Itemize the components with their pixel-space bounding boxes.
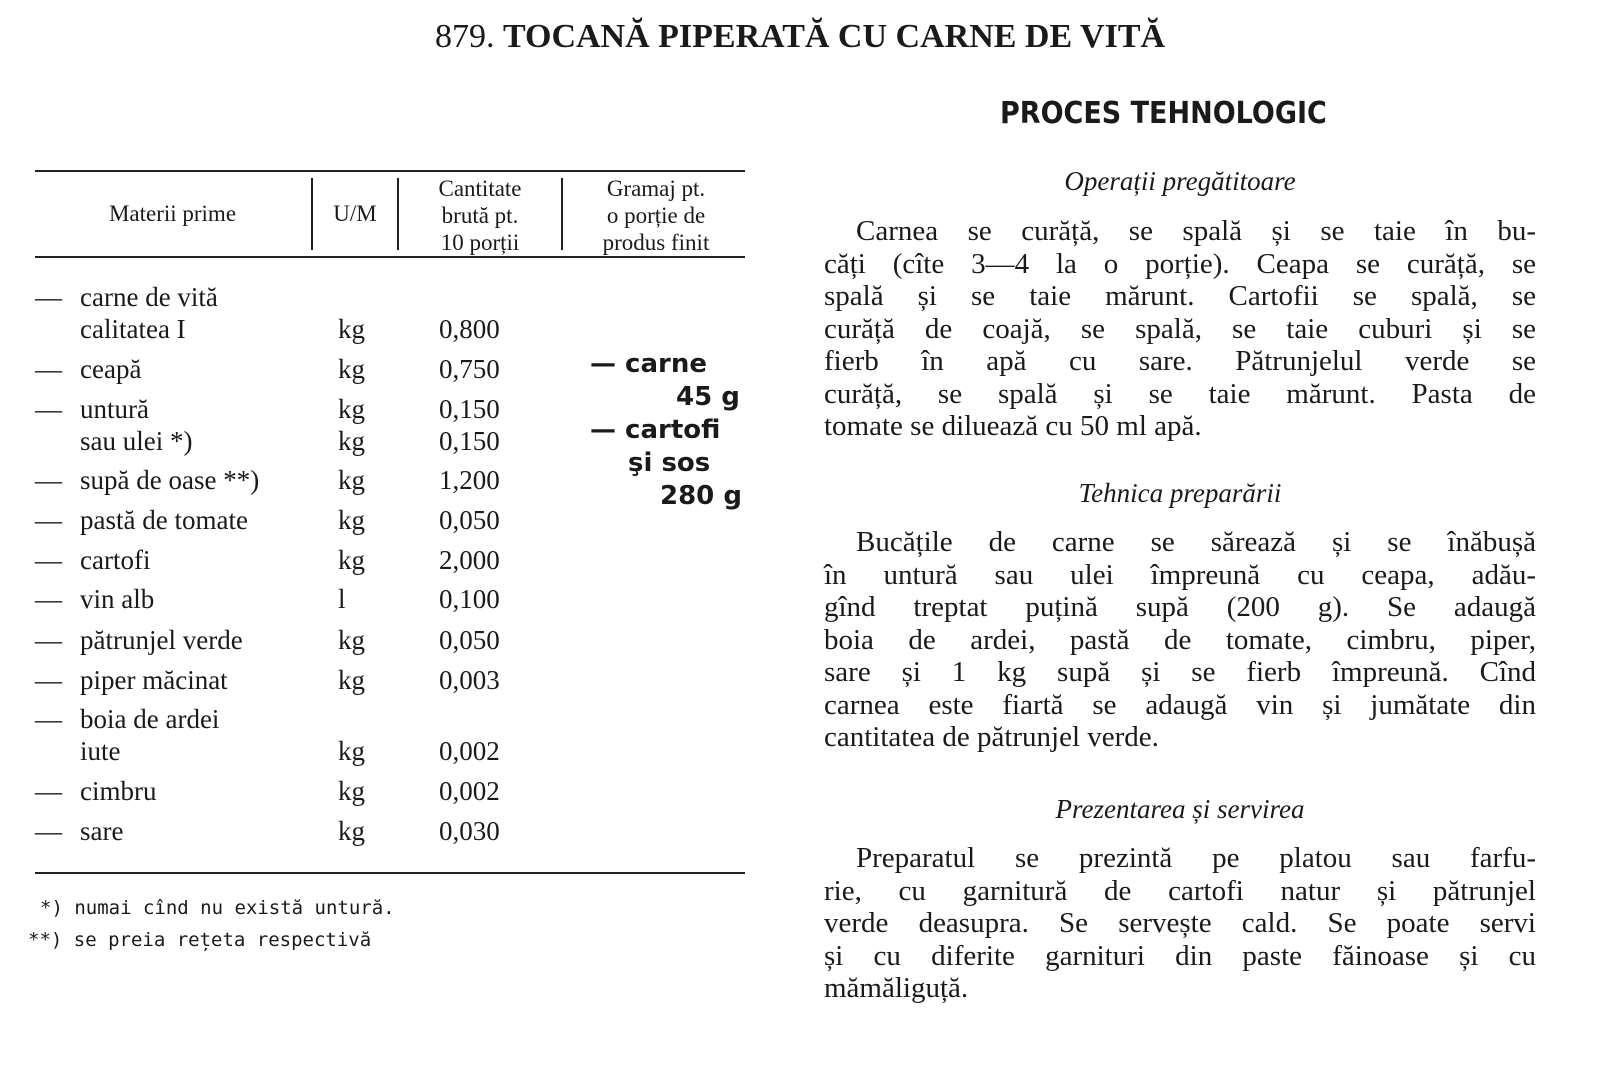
ingredient-name: untură bbox=[80, 394, 149, 424]
row-dash: — bbox=[35, 505, 62, 535]
quantity: 0,150 bbox=[439, 426, 500, 456]
text-line: mămăliguță. bbox=[824, 972, 969, 1004]
table-row bbox=[35, 505, 555, 539]
table-row bbox=[35, 545, 555, 579]
text-line: sare și 1 kg supă și se fierb împreună. Cînd bbox=[824, 656, 1536, 688]
header-line: brută pt. bbox=[441, 203, 519, 228]
recipe-title bbox=[0, 18, 1600, 56]
unit: kg bbox=[338, 665, 365, 695]
table-row bbox=[35, 465, 555, 499]
table-row bbox=[35, 282, 555, 316]
text-line: în untură sau ulei împreună cu ceapa, adău- bbox=[824, 558, 1536, 591]
text-line: cantitatea de pătrunjel verde. bbox=[824, 721, 1159, 753]
row-dash: — bbox=[35, 584, 62, 614]
quantity: 0,150 bbox=[439, 394, 500, 424]
unit: kg bbox=[338, 394, 365, 424]
row-dash: — bbox=[35, 776, 62, 806]
process-heading: PROCES TEHNOLOGIC bbox=[1000, 96, 1327, 131]
footnote-1: *) numai cînd nu există untură. bbox=[40, 897, 395, 919]
quantity: 0,750 bbox=[439, 354, 500, 384]
header-um: U/M bbox=[333, 201, 377, 226]
header-line: Cantitate bbox=[438, 176, 522, 201]
quantity: 1,200 bbox=[439, 465, 500, 495]
quantity: 0,002 bbox=[439, 736, 500, 766]
text-line: căți (cîte 3—4 la o porție). Ceapa se curăță, se bbox=[824, 247, 1536, 280]
unit: l bbox=[338, 584, 346, 614]
unit: kg bbox=[338, 545, 365, 575]
ingredient-name: supă de oase **) bbox=[80, 465, 260, 495]
section-title-preparatory: Operații pregătitoare bbox=[1064, 166, 1296, 196]
portion-carne: — carne bbox=[590, 349, 707, 379]
text-line: verde deasupra. Se servește cald. Se poate servi bbox=[824, 907, 1536, 939]
text-line: Preparatul se prezintă pe platou sau farfu- bbox=[856, 842, 1536, 874]
portion-carne-weight: 45 g bbox=[676, 382, 740, 412]
portion-cartofi: — cartofi bbox=[590, 415, 721, 445]
unit: kg bbox=[338, 314, 365, 344]
ingredient-name: iute bbox=[80, 736, 121, 766]
header-line: Gramaj pt. bbox=[606, 176, 706, 201]
row-dash: — bbox=[35, 394, 62, 424]
ingredient-name: pătrunjel verde bbox=[80, 625, 243, 655]
column-divider bbox=[561, 178, 563, 250]
table-row bbox=[35, 394, 555, 428]
unit: kg bbox=[338, 426, 365, 456]
recipe-number: 879. bbox=[434, 18, 495, 55]
quantity: 2,000 bbox=[439, 545, 500, 575]
ingredient-name: boia de ardei bbox=[80, 704, 220, 734]
text-line: curăță, se spală și se taie mărunt. Pasta de bbox=[824, 377, 1536, 410]
text-line: boia de ardei, pastă de tomate, cimbru, piper, bbox=[824, 623, 1536, 656]
table-row bbox=[35, 426, 555, 460]
ingredient-name: ceapă bbox=[80, 354, 142, 384]
quantity: 0,050 bbox=[439, 625, 500, 655]
ingredient-name: calitatea I bbox=[80, 314, 186, 344]
ingredient-name: sau ulei *) bbox=[80, 426, 193, 456]
row-dash: — bbox=[35, 625, 62, 655]
text-line: carnea este fiartă se adaugă vin și jumătate din bbox=[824, 688, 1536, 721]
quantity: 0,030 bbox=[439, 816, 500, 846]
table-row bbox=[35, 704, 555, 738]
footnote-2: **) se preia rețeta respectivă bbox=[28, 929, 372, 951]
ingredient-name: cartofi bbox=[80, 545, 151, 575]
row-dash: — bbox=[35, 665, 62, 695]
text-line: gînd treptat puțină supă (200 g). Se adaugă bbox=[824, 591, 1536, 623]
table-row bbox=[35, 584, 555, 618]
header-line: 10 porții bbox=[440, 230, 520, 255]
portion-cartofi-weight: 280 g bbox=[660, 481, 742, 511]
text-line: spală și se taie mărunt. Cartofii se spală, se bbox=[824, 280, 1536, 312]
recipe-name: TOCANĂ PIPERATĂ CU CARNE DE VITĂ bbox=[502, 18, 1166, 55]
paragraph-preparatory bbox=[824, 215, 1536, 443]
paragraph-serving bbox=[824, 842, 1536, 1005]
unit: kg bbox=[338, 816, 365, 846]
quantity: 0,050 bbox=[439, 505, 500, 535]
row-dash: — bbox=[35, 545, 62, 575]
table-row bbox=[35, 314, 555, 348]
table-row bbox=[35, 736, 555, 770]
ingredient-name: carne de vită bbox=[80, 282, 218, 312]
paragraph-technique bbox=[824, 526, 1536, 754]
table-row bbox=[35, 354, 555, 388]
unit: kg bbox=[338, 625, 365, 655]
portion-sos: şi sos bbox=[628, 448, 711, 478]
quantity: 0,800 bbox=[439, 314, 500, 344]
header-quantity bbox=[400, 175, 560, 256]
header-line: produs finit bbox=[602, 230, 710, 255]
text-line: Carnea se curăță, se spală și se taie în bu- bbox=[856, 215, 1536, 247]
quantity: 0,002 bbox=[439, 776, 500, 806]
unit: kg bbox=[338, 354, 365, 384]
column-divider bbox=[311, 178, 313, 250]
row-dash: — bbox=[35, 465, 62, 495]
row-dash: — bbox=[35, 816, 62, 846]
unit: kg bbox=[338, 736, 365, 766]
header-portion bbox=[566, 175, 746, 256]
ingredient-name: piper măcinat bbox=[80, 665, 228, 695]
text-line: rie, cu garnitură de cartofi natur și pătrunjel bbox=[824, 874, 1536, 907]
section-title-technique: Tehnica preparării bbox=[1078, 478, 1282, 508]
unit: kg bbox=[338, 505, 365, 535]
table-row bbox=[35, 816, 555, 850]
text-line: fierb în apă cu sare. Pătrunjelul verde se bbox=[824, 345, 1536, 377]
header-line: o porție de bbox=[606, 203, 706, 228]
unit: kg bbox=[338, 776, 365, 806]
header-materials: Materii prime bbox=[108, 201, 237, 226]
unit: kg bbox=[338, 465, 365, 495]
text-line: tomate se diluează cu 50 ml apă. bbox=[824, 410, 1202, 442]
table-row bbox=[35, 665, 555, 699]
table-top-rule bbox=[35, 170, 745, 172]
section-title-serving: Prezentarea și servirea bbox=[1055, 794, 1305, 824]
quantity: 0,100 bbox=[439, 584, 500, 614]
ingredient-name: vin alb bbox=[80, 584, 155, 614]
table-row bbox=[35, 776, 555, 810]
quantity: 0,003 bbox=[439, 665, 500, 695]
text-line: și cu diferite garnituri din paste făinoase și cu bbox=[824, 939, 1536, 972]
text-line: Bucățile de carne se sărează și se înăbușă bbox=[856, 526, 1536, 558]
ingredient-name: cimbru bbox=[80, 776, 157, 806]
row-dash: — bbox=[35, 704, 62, 734]
ingredient-name: pastă de tomate bbox=[80, 505, 248, 535]
text-line: curăță de coajă, se spală, se taie cuburi și se bbox=[824, 312, 1536, 345]
column-divider bbox=[397, 178, 399, 250]
ingredient-name: sare bbox=[80, 816, 124, 846]
table-bottom-rule bbox=[35, 872, 745, 874]
row-dash: — bbox=[35, 354, 62, 384]
table-row bbox=[35, 625, 555, 659]
row-dash: — bbox=[35, 282, 62, 312]
table-header-rule bbox=[35, 256, 745, 258]
